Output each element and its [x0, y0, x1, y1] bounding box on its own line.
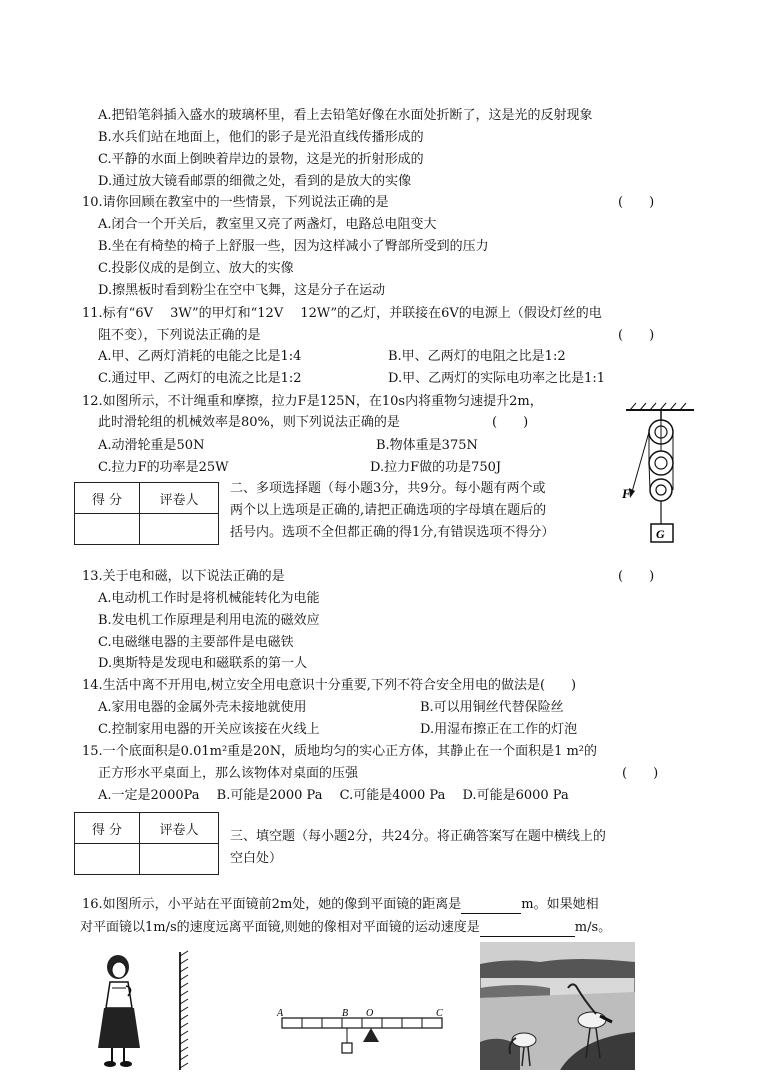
q16-blank-1[interactable]	[461, 895, 521, 914]
q11-option-d: D.甲、乙两灯的实际电功率之比是1:1	[388, 371, 606, 386]
score-header: 得 分	[75, 813, 140, 844]
q13-option-d: D.奥斯特是发现电和磁联系的第一人	[98, 656, 308, 671]
grader-cell[interactable]	[140, 844, 219, 875]
q10-option-a: A.闭合一个开关后，教室里又亮了两盏灯，电路总电阻变大	[98, 217, 437, 232]
q12-answer-paren: ( )	[492, 415, 529, 430]
q14-option-a: A.家用电器的金属外壳未接地就使用	[98, 700, 307, 715]
pulley-label-g: G	[656, 527, 665, 541]
q9-option-c: C.平静的水面上倒映着岸边的景物，这是光的折射形成的	[98, 152, 424, 167]
q16-line2	[80, 918, 611, 937]
q12-stem-line1: 12.如图所示，不计绳重和摩擦，拉力F是125N，在10s内将重物匀速提升2m，	[82, 394, 543, 409]
q15-answer-paren: ( )	[622, 766, 659, 781]
q10-option-c: C.投影仪成的是倒立、放大的实像	[98, 261, 294, 276]
q14-option-b: B.可以用铜丝代替保险丝	[420, 700, 564, 715]
grader-header: 评卷人	[140, 483, 219, 514]
q10-answer-paren: ( )	[618, 195, 655, 210]
q12-option-c: C.拉力F的功率是25W	[98, 460, 229, 475]
section3-heading-line2: 空白处）	[230, 851, 283, 866]
lever-label-a: A	[277, 1008, 284, 1019]
q9-option-b: B.水兵们站在地面上，他们的影子是光沿直线传播形成的	[98, 130, 424, 145]
score-box-section3	[74, 812, 219, 875]
q9-option-a: A.把铅笔斜插入盛水的玻璃杯里，看上去铅笔好像在水面处折断了，这是光的反射现象	[98, 108, 593, 123]
q12-stem-line2: 此时滑轮组的机械效率是80%，则下列说法正确的是	[98, 415, 400, 430]
lever-label-c: C	[436, 1008, 443, 1019]
score-box-section2	[74, 482, 219, 545]
q11-stem-line1: 11.标有“6V 3W”的甲灯和“12V 12W”的乙灯，并联接在6V的电源上（假设灯丝的电	[82, 306, 602, 321]
score-cell[interactable]	[75, 514, 140, 545]
q16-line1-text-b: m。如果她相	[521, 897, 599, 912]
crane-photo	[480, 942, 635, 1070]
section2-heading-line2: 两个以上选项是正确的,请把正确选项的字母填在题后的	[230, 503, 547, 518]
q10-option-b: B.坐在有椅垫的椅子上舒服一些，因为这样减小了臀部所受到的压力	[98, 239, 489, 254]
score-cell[interactable]	[75, 844, 140, 875]
q13-option-a: A.电动机工作时是将机械能转化为电能	[98, 591, 320, 606]
q16-blank-2[interactable]	[480, 918, 575, 937]
q14-stem: 14.生活中离不开用电,树立安全用电意识十分重要,下列不符合安全用电的做法是( )	[82, 678, 577, 693]
q11-stem-line2: 阻不变），下列说法正确的是	[98, 328, 261, 343]
section3-heading-line1: 三、填空题（每小题2分，共24分。将正确答案写在题中横线上的	[230, 829, 606, 844]
q16-line1-text-a: 16.如图所示，小平站在平面镜前2m处，她的像到平面镜的距离是	[82, 897, 462, 912]
q13-stem: 13.关于电和磁，以下说法正确的是	[82, 569, 285, 584]
section2-heading-line1: 二、多项选择题（每小题3分，共9分。每小题有两个或	[230, 481, 546, 496]
q10-stem: 10.请你回顾在教室中的一些情景，下列说法正确的是	[82, 195, 389, 210]
q11-option-b: B.甲、乙两灯的电阻之比是1:2	[388, 349, 566, 364]
pulley-label-f: F	[622, 486, 631, 501]
q12-option-d: D.拉力F做的功是750J	[370, 460, 502, 475]
q14-option-d: D.用湿布擦正在工作的灯泡	[420, 722, 578, 737]
q12-option-a: A.动滑轮重是50N	[98, 438, 205, 453]
pulley-figure	[618, 400, 698, 550]
girl-mirror-figure	[92, 950, 202, 1072]
lever-label-b: B	[342, 1008, 349, 1019]
q14-option-c: C.控制家用电器的开关应该接在火线上	[98, 722, 320, 737]
q16-line1	[82, 895, 599, 914]
q13-option-b: B.发电机工作原理是利用电流的磁效应	[98, 613, 320, 628]
section2-heading-line3: 括号内。选项不全但都正确的得1分,有错误选项不得分）	[230, 525, 555, 540]
lever-label-o: O	[366, 1008, 374, 1019]
q15-stem-line1: 15.一个底面积是0.01m²重是20N，质地均匀的实心正方体，其静止在一个面积是1 m²的	[82, 744, 598, 759]
q11-answer-paren: ( )	[618, 328, 655, 343]
q11-option-c: C.通过甲、乙两灯的电流之比是1:2	[98, 371, 302, 386]
grader-cell[interactable]	[140, 514, 219, 545]
q13-option-c: C.电磁继电器的主要部件是电磁铁	[98, 635, 294, 650]
q15-stem-line2: 正方形水平桌面上，那么该物体对桌面的压强	[98, 766, 359, 781]
q15-options: A.一定是2000Pa B.可能是2000 Pa C.可能是4000 Pa D.可能是6000 Pa	[98, 788, 569, 803]
q16-line2-text-a: 对平面镜以1m/s的速度远离平面镜,则她的像相对平面镜的运动速度是	[80, 920, 480, 935]
score-header: 得 分	[75, 483, 140, 514]
q9-option-d: D.通过放大镜看邮票的细微之处，看到的是放大的实像	[98, 174, 412, 189]
q12-option-b: B.物体重是375N	[376, 438, 478, 453]
q16-line2-text-b: m/s。	[574, 920, 612, 935]
lever-figure	[274, 1008, 454, 1068]
grader-header: 评卷人	[140, 813, 219, 844]
q10-option-d: D.擦黑板时看到粉尘在空中飞舞，这是分子在运动	[98, 283, 386, 298]
q13-answer-paren: ( )	[618, 569, 655, 584]
q11-option-a: A.甲、乙两灯消耗的电能之比是1:4	[98, 349, 302, 364]
